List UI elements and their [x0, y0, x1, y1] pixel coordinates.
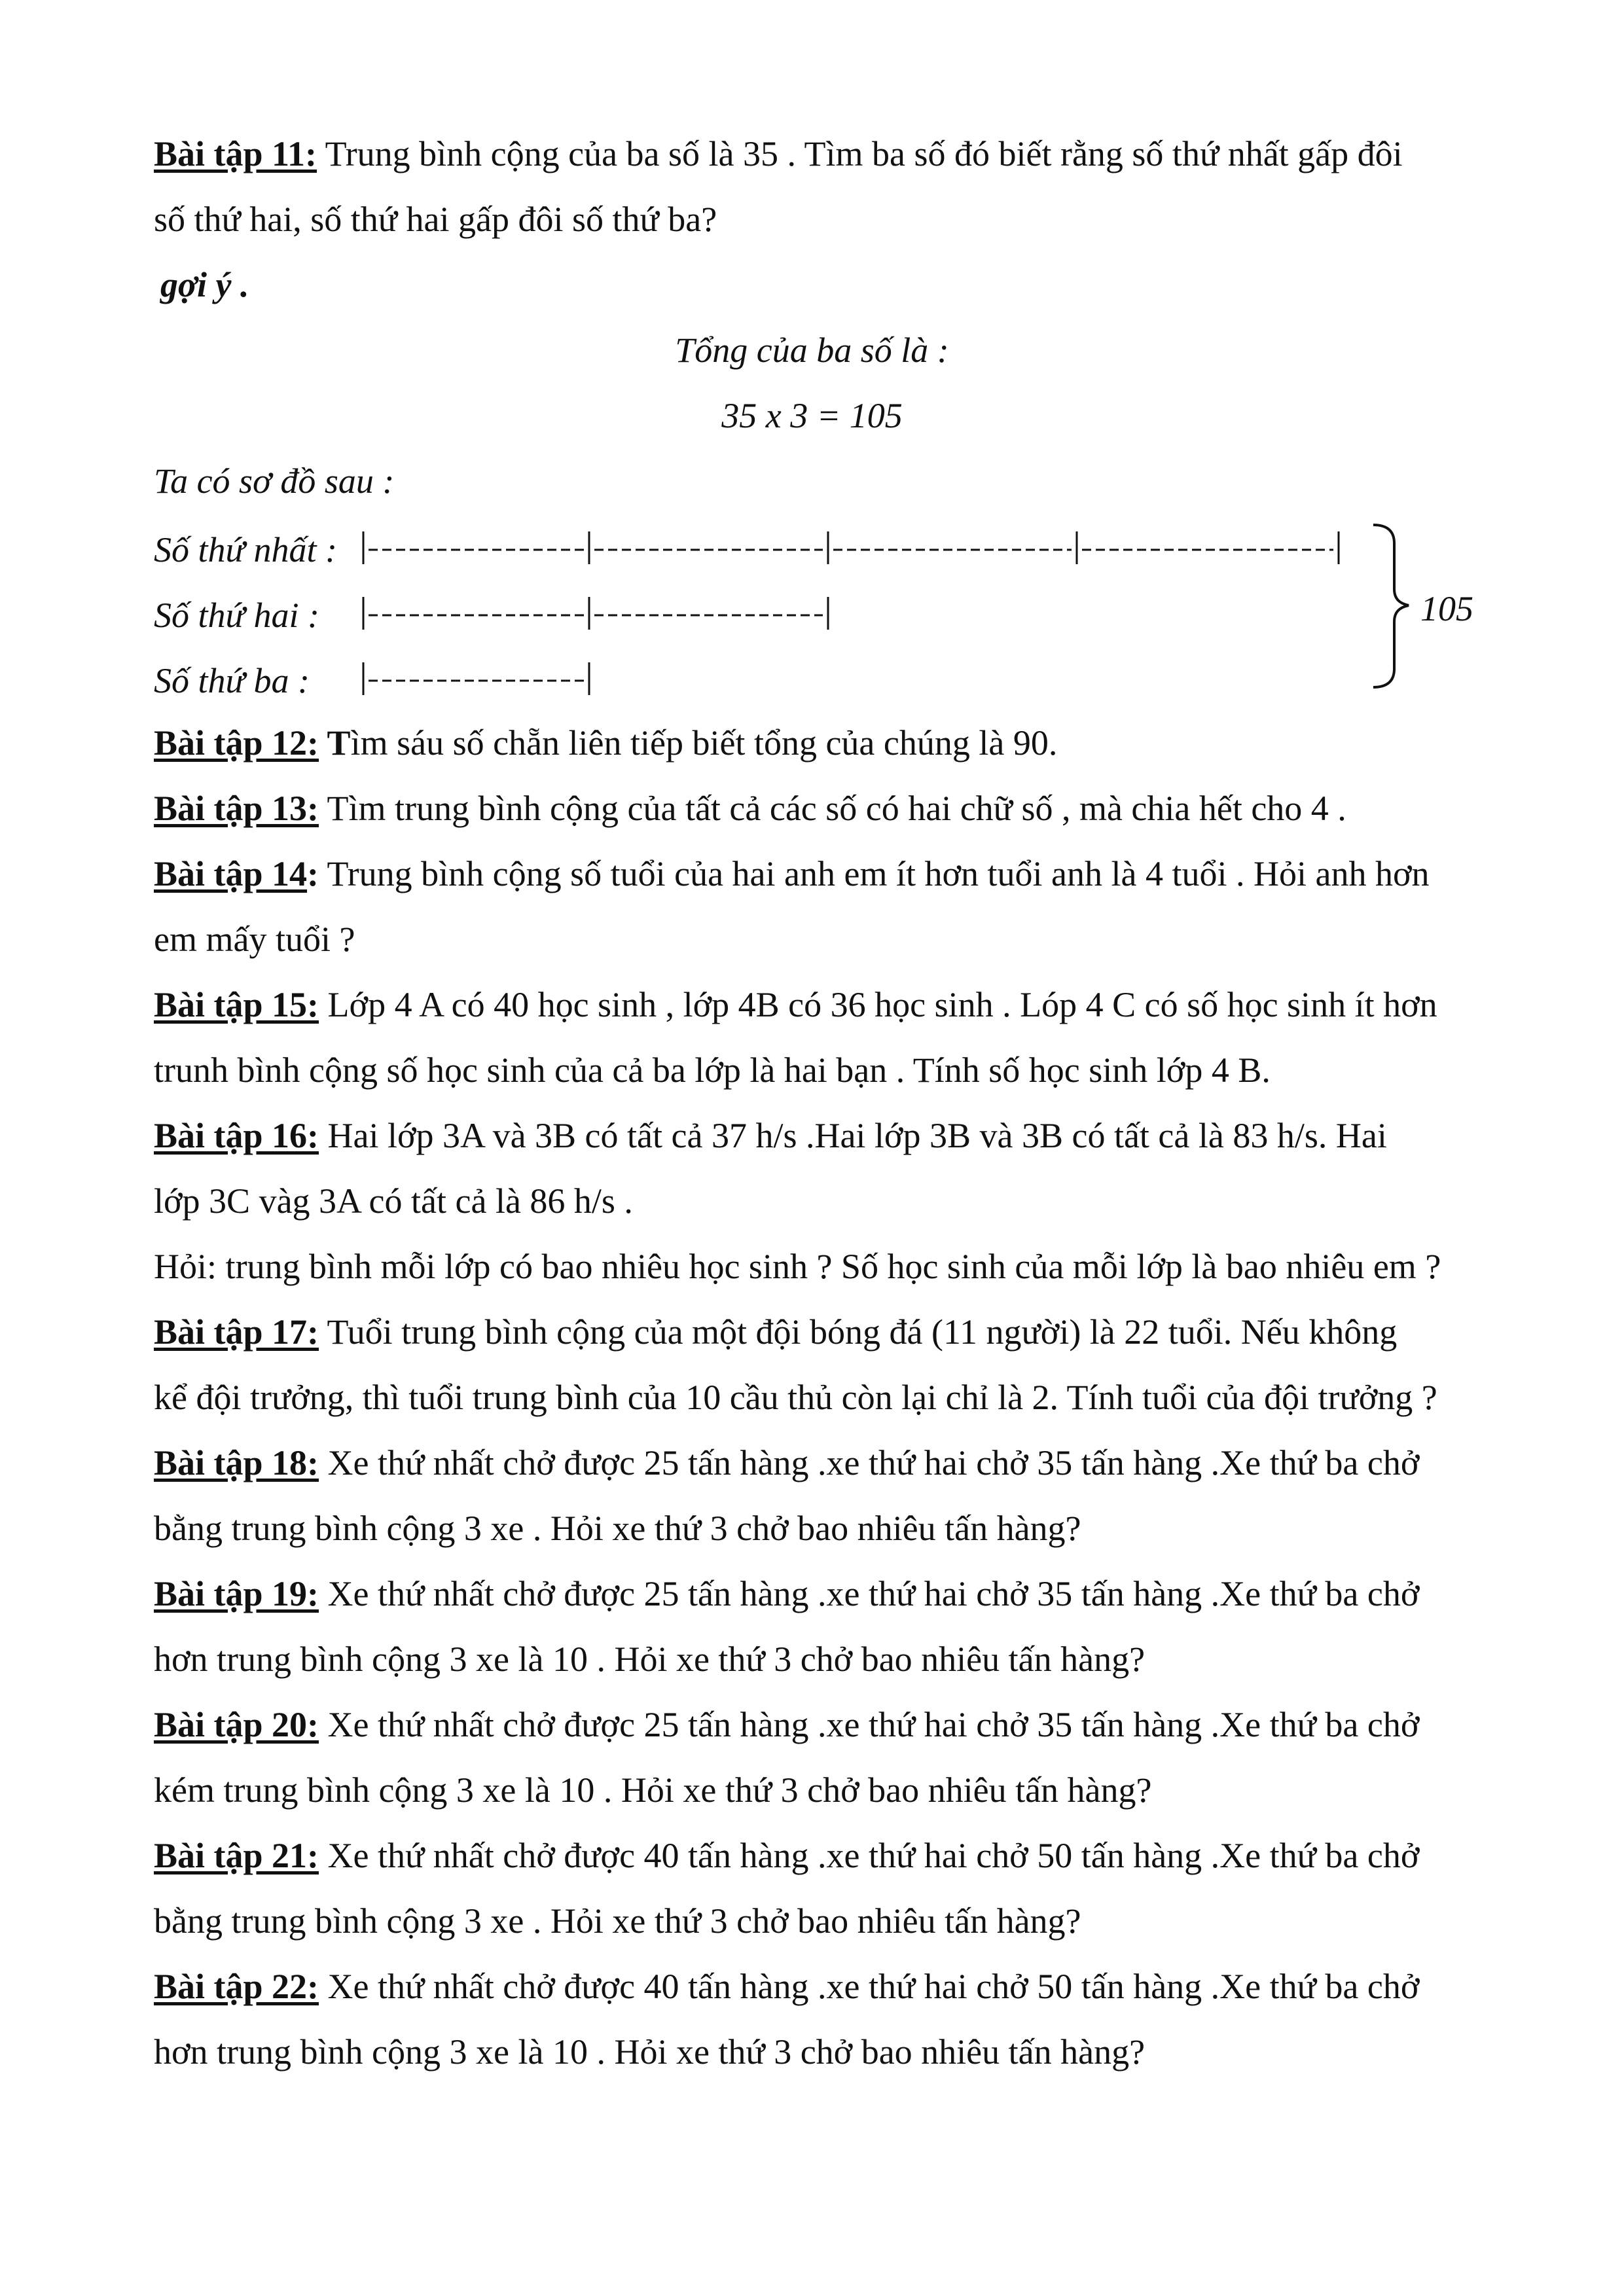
ex21-text-1: Xe thứ nhất chở được 40 tấn hàng .xe thứ hai chở 50 tấn hàng .Xe thứ ba chở [319, 1836, 1420, 1875]
ex22-label: Bài tập 22: [154, 1967, 319, 2006]
ex14-label: Bài tập 14 [154, 854, 308, 893]
ex13-text: Tìm trung bình cộng của tất cả các số có hai chữ số , mà chia hết cho 4 . [319, 789, 1346, 828]
ex17-line1 [154, 1299, 1397, 1365]
ex22-line2: hơn trung bình cộng 3 xe là 10 . Hỏi xe thứ 3 chở bao nhiêu tấn hàng? [154, 2032, 1146, 2072]
ex19-line2: hơn trung bình cộng 3 xe là 10 . Hỏi xe thứ 3 chở bao nhiêu tấn hàng? [154, 1640, 1146, 1679]
ex19-label: Bài tập 19: [154, 1574, 319, 1613]
diagram-row3-label: Số thứ ba : [154, 661, 310, 700]
diagram-total: 105 [1420, 589, 1473, 628]
ex14-colon: : [307, 854, 319, 893]
ex16-line2: lớp 3C vàg 3A có tất cả là 86 h/s . [154, 1181, 633, 1221]
ex19-line1 [154, 1561, 1419, 1626]
ex16-label: Bài tập 16: [154, 1116, 319, 1155]
ex11-text-1: Trung bình cộng của ba số là 35 . Tìm ba số đó biết rằng số thứ nhất gấp đôi [317, 134, 1403, 173]
ex18-line1 [154, 1430, 1419, 1496]
ex16-text-1: Hai lớp 3A và 3B có tất cả 37 h/s .Hai lớp 3B và 3B có tất cả là 83 h/s. Hai [319, 1116, 1387, 1155]
ex22-text-1: Xe thứ nhất chở được 40 tấn hàng .xe thứ hai chở 50 tấn hàng .Xe thứ ba chở [319, 1967, 1420, 2006]
ex18-line2: bằng trung bình cộng 3 xe . Hỏi xe thứ 3 chở bao nhiêu tấn hàng? [154, 1509, 1081, 1548]
ex17-line2: kể đội trưởng, thì tuổi trung bình của 10 cầu thủ còn lại chỉ là 2. Tính tuổi của đội trưởng ? [154, 1378, 1437, 1417]
ex19-text-1: Xe thứ nhất chở được 25 tấn hàng .xe thứ hai chở 35 tấn hàng .Xe thứ ba chở [319, 1574, 1420, 1613]
ex16-line3: Hỏi: trung bình mỗi lớp có bao nhiêu học sinh ? Số học sinh của mỗi lớp là bao nhiêu em ? [154, 1247, 1441, 1286]
ex20-line2: kém trung bình cộng 3 xe là 10 . Hỏi xe thứ 3 chở bao nhiêu tấn hàng? [154, 1770, 1152, 1810]
hint-sum-calc: 35 x 3 = 105 [721, 396, 903, 435]
ex14-text-1: Trung bình cộng số tuổi của hai anh em ít hơn tuổi anh là 4 tuổi . Hỏi anh hơn [319, 854, 1430, 893]
ex18-text-1: Xe thứ nhất chở được 25 tấn hàng .xe thứ hai chở 35 tấn hàng .Xe thứ ba chở [319, 1443, 1420, 1482]
ex12-bold-letter: T [319, 723, 351, 762]
ex17-text-1: Tuổi trung bình cộng của một đội bóng đá (11 người) là 22 tuổi. Nếu không [319, 1312, 1398, 1352]
diagram-svg [0, 0, 1624, 733]
ex12-line [154, 710, 1057, 776]
brace-icon [1373, 525, 1409, 687]
ex14-line1 [154, 841, 1430, 906]
ex15-text-1: Lớp 4 A có 40 học sinh , lớp 4B có 36 học sinh . Lóp 4 C có số học sinh ít hơn [319, 985, 1437, 1024]
diagram-intro: Ta có sơ đồ sau : [154, 461, 395, 501]
ex15-line1 [154, 972, 1437, 1037]
hint-title: gợi ý . [160, 265, 249, 304]
ex21-line2: bằng trung bình cộng 3 xe . Hỏi xe thứ 3 chở bao nhiêu tấn hàng? [154, 1901, 1081, 1941]
diagram-bars [363, 531, 1339, 695]
ex20-text-1: Xe thứ nhất chở được 25 tấn hàng .xe thứ hai chở 35 tấn hàng .Xe thứ ba chở [319, 1705, 1420, 1744]
ex20-label: Bài tập 20: [154, 1705, 319, 1744]
ex21-line1 [154, 1823, 1419, 1888]
ex11-label: Bài tập 11: [154, 134, 317, 173]
diagram-row1-label: Số thứ nhất : [154, 530, 337, 569]
ex18-label: Bài tập 18: [154, 1443, 319, 1482]
ex17-label: Bài tập 17: [154, 1312, 319, 1352]
ex12-label: Bài tập 12: [154, 723, 319, 762]
ex11-line2: số thứ hai, số thứ hai gấp đôi số thứ ba? [154, 200, 717, 239]
ex14-line2: em mấy tuổi ? [154, 920, 355, 959]
hint-sum-text: Tổng của ba số là : [675, 331, 949, 370]
ex13-label: Bài tập 13: [154, 789, 319, 828]
ex16-line1 [154, 1103, 1387, 1168]
ex21-label: Bài tập 21: [154, 1836, 319, 1875]
ex12-text: ìm sáu số chẵn liên tiếp biết tổng của chúng là 90. [350, 723, 1058, 762]
ex20-line1 [154, 1692, 1419, 1757]
ex15-label: Bài tập 15: [154, 985, 319, 1024]
ex22-line1 [154, 1954, 1419, 2019]
ex15-line2: trunh bình cộng số học sinh của cả ba lớp là hai bạn . Tính số học sinh lớp 4 B. [154, 1050, 1271, 1090]
ex13-line [154, 776, 1346, 841]
diagram-row2-label: Số thứ hai : [154, 596, 319, 635]
